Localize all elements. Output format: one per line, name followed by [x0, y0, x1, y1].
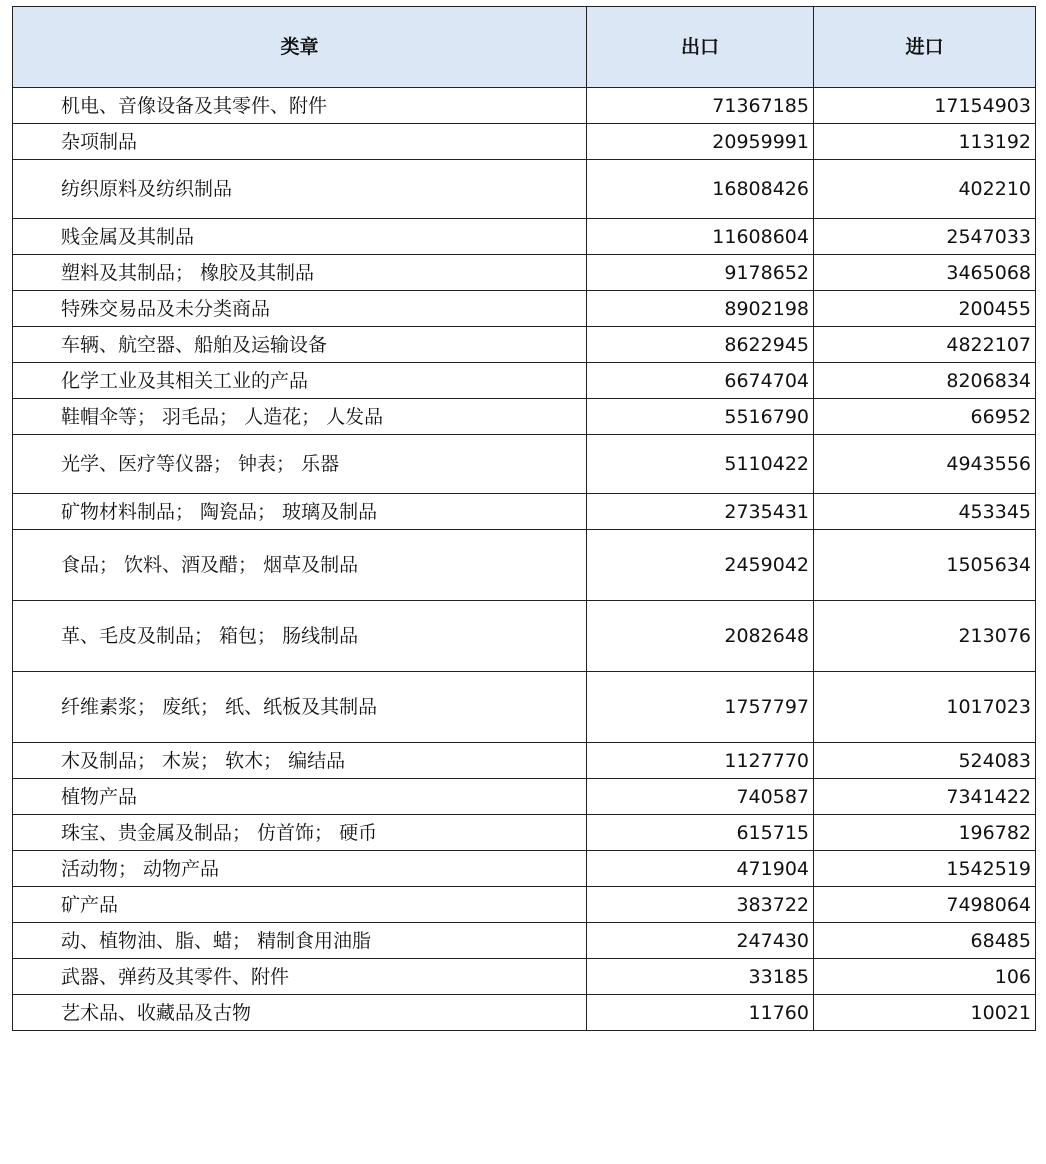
header-row: [13, 7, 1036, 88]
export-cell: 33185: [587, 959, 814, 995]
import-cell: 7341422: [814, 779, 1036, 815]
export-cell: 1127770: [587, 743, 814, 779]
import-cell: 1017023: [814, 672, 1036, 743]
export-cell: 8902198: [587, 291, 814, 327]
import-cell: 1542519: [814, 851, 1036, 887]
table-row: [13, 88, 1036, 124]
table-row: [13, 530, 1036, 601]
category-cell: 塑料及其制品； 橡胶及其制品: [13, 255, 587, 291]
table-row: [13, 327, 1036, 363]
category-cell: 革、毛皮及制品； 箱包； 肠线制品: [13, 601, 587, 672]
import-cell: 3465068: [814, 255, 1036, 291]
category-cell: 动、植物油、脂、蜡； 精制食用油脂: [13, 923, 587, 959]
import-cell: 68485: [814, 923, 1036, 959]
table-row: [13, 399, 1036, 435]
category-cell: 植物产品: [13, 779, 587, 815]
table-row: [13, 601, 1036, 672]
category-cell: 珠宝、贵金属及制品； 仿首饰； 硬币: [13, 815, 587, 851]
import-cell: 17154903: [814, 88, 1036, 124]
export-cell: 247430: [587, 923, 814, 959]
table-row: [13, 494, 1036, 530]
import-cell: 106: [814, 959, 1036, 995]
import-cell: 524083: [814, 743, 1036, 779]
export-cell: 740587: [587, 779, 814, 815]
category-cell: 车辆、航空器、船舶及运输设备: [13, 327, 587, 363]
import-cell: 66952: [814, 399, 1036, 435]
table-row: [13, 291, 1036, 327]
table-row: [13, 923, 1036, 959]
trade-table: [12, 6, 1036, 1031]
table-row: [13, 124, 1036, 160]
import-cell: 4822107: [814, 327, 1036, 363]
import-cell: 1505634: [814, 530, 1036, 601]
export-cell: 8622945: [587, 327, 814, 363]
category-cell: 纤维素浆； 废纸； 纸、纸板及其制品: [13, 672, 587, 743]
export-cell: 615715: [587, 815, 814, 851]
header-export: 出口: [587, 7, 814, 88]
import-cell: 213076: [814, 601, 1036, 672]
table-row: [13, 255, 1036, 291]
category-cell: 贱金属及其制品: [13, 219, 587, 255]
export-cell: 71367185: [587, 88, 814, 124]
table-row: [13, 887, 1036, 923]
category-cell: 艺术品、收藏品及古物: [13, 995, 587, 1031]
export-cell: 9178652: [587, 255, 814, 291]
category-cell: 武器、弹药及其零件、附件: [13, 959, 587, 995]
category-cell: 杂项制品: [13, 124, 587, 160]
category-cell: 木及制品； 木炭； 软木； 编结品: [13, 743, 587, 779]
export-cell: 11608604: [587, 219, 814, 255]
export-cell: 16808426: [587, 160, 814, 219]
export-cell: 2735431: [587, 494, 814, 530]
category-cell: 鞋帽伞等； 羽毛品； 人造花； 人发品: [13, 399, 587, 435]
table-row: [13, 779, 1036, 815]
import-cell: 200455: [814, 291, 1036, 327]
header-category: 类章: [13, 7, 587, 88]
category-cell: 矿产品: [13, 887, 587, 923]
export-cell: 1757797: [587, 672, 814, 743]
category-cell: 纺织原料及纺织制品: [13, 160, 587, 219]
category-cell: 特殊交易品及未分类商品: [13, 291, 587, 327]
table-row: [13, 219, 1036, 255]
export-cell: 2082648: [587, 601, 814, 672]
category-cell: 机电、音像设备及其零件、附件: [13, 88, 587, 124]
export-cell: 11760: [587, 995, 814, 1031]
export-cell: 5110422: [587, 435, 814, 494]
category-cell: 活动物； 动物产品: [13, 851, 587, 887]
import-cell: 402210: [814, 160, 1036, 219]
import-cell: 453345: [814, 494, 1036, 530]
export-cell: 20959991: [587, 124, 814, 160]
export-cell: 383722: [587, 887, 814, 923]
table-row: [13, 743, 1036, 779]
import-cell: 196782: [814, 815, 1036, 851]
table-row: [13, 435, 1036, 494]
table-row: [13, 672, 1036, 743]
import-cell: 7498064: [814, 887, 1036, 923]
table-row: [13, 995, 1036, 1031]
import-cell: 113192: [814, 124, 1036, 160]
export-cell: 6674704: [587, 363, 814, 399]
category-cell: 化学工业及其相关工业的产品: [13, 363, 587, 399]
table-row: [13, 363, 1036, 399]
table-row: [13, 851, 1036, 887]
export-cell: 2459042: [587, 530, 814, 601]
table-row: [13, 160, 1036, 219]
header-import: 进口: [814, 7, 1036, 88]
export-cell: 471904: [587, 851, 814, 887]
import-cell: 10021: [814, 995, 1036, 1031]
table-row: [13, 815, 1036, 851]
import-cell: 8206834: [814, 363, 1036, 399]
table-row: [13, 959, 1036, 995]
import-cell: 2547033: [814, 219, 1036, 255]
import-cell: 4943556: [814, 435, 1036, 494]
category-cell: 食品； 饮料、酒及醋； 烟草及制品: [13, 530, 587, 601]
export-cell: 5516790: [587, 399, 814, 435]
category-cell: 矿物材料制品； 陶瓷品； 玻璃及制品: [13, 494, 587, 530]
category-cell: 光学、医疗等仪器； 钟表； 乐器: [13, 435, 587, 494]
